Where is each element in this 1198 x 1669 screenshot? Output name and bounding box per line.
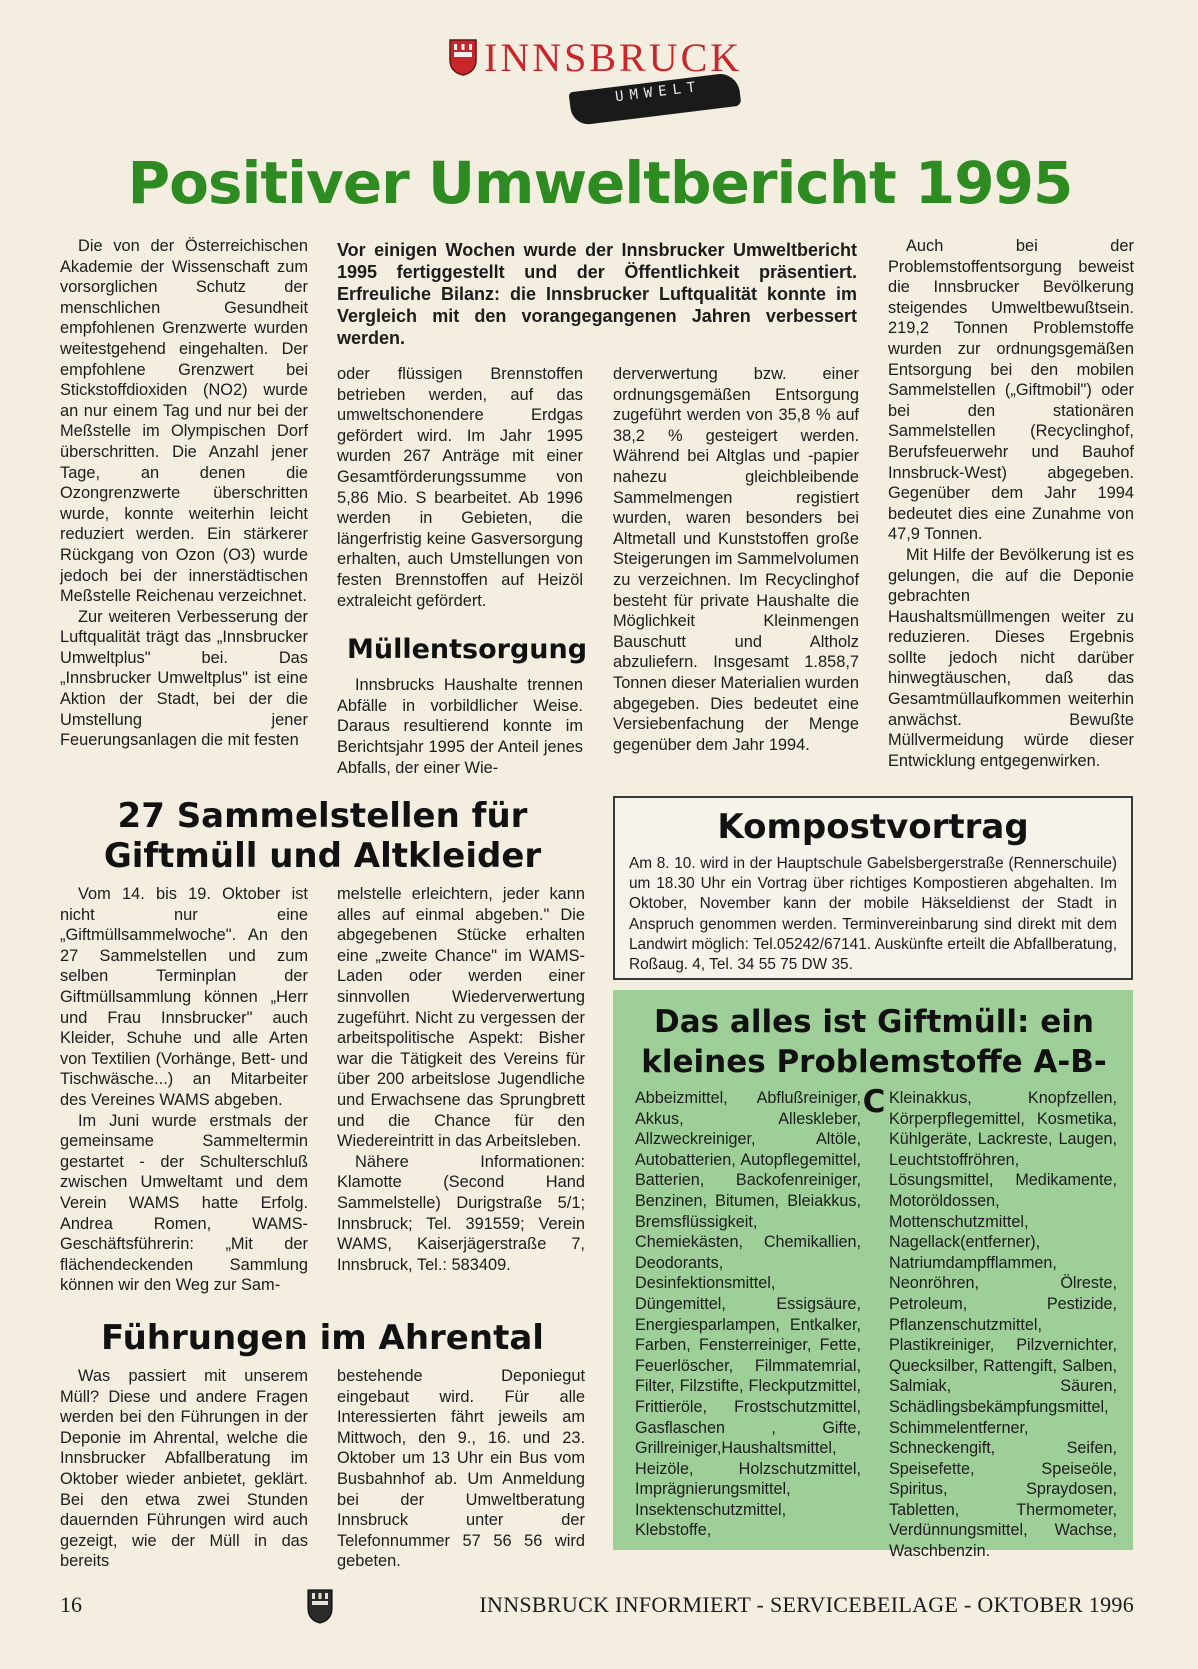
article-column-1 bbox=[60, 236, 308, 751]
paragraph: Was passiert mit unserem Müll? Diese und andere Fragen werden bei den Führungen in der Deponie im Ahrental, welche die Innsbrucker Abfallberatung im Oktober wieder anbietet, geklärt. Bei den etwa zwei Stunden dauernden Führungen wird auch gezeigt, wie der Müll in das bereits bbox=[60, 1367, 308, 1571]
sammelstellen-column-right bbox=[337, 884, 585, 1275]
kompostvortrag-box bbox=[613, 796, 1133, 980]
paragraph: oder flüssigen Brennstoffen betrieben werden, auf das umweltschonendere Erdgas gefördert wird. Im Jahr 1995 wurden 267 Anträge mit einer Gesamtförderungssumme von 5,86 Mio. S bearbeitet. Ab 1996 werden in Gebieten, die längerfristig keine Gasversorgung erhalten, auch Umstellungen von festen Brennstoffen auf Heizöl extraleicht gefördert. bbox=[337, 365, 583, 610]
lead-paragraph: Vor einigen Wochen wurde der Innsbrucker Umweltbericht 1995 fertiggestellt und der Öffentlichkeit präsentiert. Erfreuliche Bilanz: die Innsbrucker Luftqualität konnte im Vergleich mit den vorangegangenen Jahren verbessert werden. bbox=[337, 240, 857, 348]
section-heading-muellentsorgung: Müllentsorgung bbox=[347, 634, 588, 666]
innsbruck-crest-icon bbox=[306, 1588, 334, 1624]
paragraph: Zur weiteren Verbesserung der Luftqualität trägt das „Innsbrucker Umweltplus" bei. Das „Innsbrucker Umweltplus" ist eine Aktion der Stadt, bei der die Umstellung jener Feuerungsanlagen die mit festen bbox=[60, 607, 308, 750]
article-column-4 bbox=[888, 236, 1134, 771]
heading-line: Giftmüll und Altkleider bbox=[103, 836, 542, 876]
paragraph: melstelle erleichtern, jeder kann alles auf einmal abgeben." Die abgegebenen Stücke erhalten eine „zweite Chance" im WAMS-Laden oder werden einer sinnvollen Wiederverwertung zugeführt. Nicht zu vergessen der arbeitspolitische Aspekt: Bisher war die Tätigkeit des Vereins für über 200 arbeitslose Jugendliche und Erwachsene das Sprungbrett und die Chance für den Wiedereintritt in das Arbeitsleben. bbox=[337, 885, 585, 1151]
innsbruck-crest-icon bbox=[448, 38, 478, 76]
page-number: 16 bbox=[60, 1592, 82, 1617]
publication-footer: INNSBRUCK INFORMIERT - SERVICEBEILAGE - OKTOBER 1996 bbox=[479, 1592, 1134, 1617]
sammelstellen-column-left bbox=[60, 884, 308, 1296]
heading-line: Das alles ist Giftmüll: ein bbox=[654, 1004, 1094, 1040]
paragraph: Auch bei der Problemstoffentsorgung beweist die Innsbrucker Bevölkerung steigendes Umweltbewußtsein. 219,2 Tonnen Problemstoffe wurden zur ordnungsgemäßen Entsorgung bei den mobilen Sammelstellen („Giftmobil") oder bei den stationären Sammelstellen (Recyclinghof, Berufsfeuerwehr und Bauhof Innsbruck-West) abgegeben. Gegenüber dem Jahr 1994 bedeutet dies eine Zunahme von 47,9 Tonnen. bbox=[888, 237, 1134, 544]
paragraph: Innsbrucks Haushalte trennen Abfälle in vorbildlicher Weise. Daraus resultierend konnte im Berichtsjahr 1995 der Anteil jenes Abfalls, der einer Wie- bbox=[337, 676, 583, 777]
masthead-ribbon-label: UMWELT bbox=[614, 78, 703, 106]
paragraph: derverwertung bzw. einer ordnungsgemäßen Entsorgung zugeführt werden von 35,8 % auf 38,2 % gesteigert werden. Während bei Altglas und -papier nahezu gleichbleibende Sammelmengen registiert wurden, waren besonders bei Altmetall und Kunststoffen große Steigerungen im Sammelvolumen zu verzeichnen. Im Recyclinghof besteht für private Haushalte die Möglichkeit Kleinmengen Bauschutt und Altholz abzuliefern. Insgesamt 1.858,7 Tonnen dieser Materialien wurden abgegeben. Dies bedeutet eine Versiebenfachung der Menge gegenüber dem Jahr 1994. bbox=[613, 365, 860, 754]
page-title: Positiver Umweltbericht 1995 bbox=[127, 149, 1073, 217]
giftmuell-list-left: Abbeizmittel, Abflußreiniger, Akkus, Alleskleber, Allzweckreiniger, Altöle, Autobatterien, Autopflegemittel, Batterien, Backofenreiniger, Benzinen, Bitumen, Bleiakkus, Bremsflüssigkeit, Chemiekästen, Chemikallien, Deodorants, Desinfektionsmittel, Düngemittel, Essigsäure, Energiesparlampen, Entkalker, Farben, Fensterreiniger, Fette, Feuerlöscher, Filmmatemrial, Filter, Filzstifte, Fleckputzmittel, Frittieröle, Frostschutzmittel, Gasflaschen , Gifte, Grillreiniger,Haushaltsmittel, Heizöle, Holzschutzmittel, Imprägnierungsmittel, Insektenschutzmittel, Klebstoffe, bbox=[635, 1089, 861, 1540]
masthead-title: INNSBRUCK bbox=[484, 35, 743, 80]
fuehrungen-column-left bbox=[60, 1366, 308, 1572]
giftmuell-list-right: Kleinakkus, Knopfzellen, Körperpflegemittel, Kosmetika, Kühlgeräte, Lackreste, Laugen, Leuchtstoffröhren, Lösungsmittel, Medikamente, Motoröldossen, Mottenschutzmittel, Nagellack(entferner), Natriumdampfflammen, Neonröhren, Ölreste, Petroleum, Pestizide, Pflanzenschutzmittel, Plastikreiniger, Pilzvernichter, Quecksilber, Rattengift, Salben, Salmiak, Säuren, Schädlingsbekämpfungsmittel, Schimmelentferner, Schneckengift, Seifen, Speisefette, Speiseöle, Spiritus, Spraydosen, Tabletten, Thermometer, Verdünnungsmittel, Wachse, Waschbenzin. bbox=[889, 1089, 1117, 1561]
section-heading-fuehrungen: Führungen im Ahrental bbox=[101, 1318, 544, 1358]
paragraph: Im Juni wurde erstmals der gemeinsame Sammeltermin gestartet - der Schulterschluß zwischen Umweltamt und dem Verein WAMS hatte Erfolg. Andrea Romen, WAMS-Geschäftsführerin: „Mit der flächendeckenden Sammlung können wir den Weg zur Sam- bbox=[60, 1111, 308, 1295]
article-column-2 bbox=[337, 364, 588, 778]
kompostvortrag-heading: Kompostvortrag bbox=[717, 807, 1029, 847]
paragraph: Mit Hilfe der Bevölkerung ist es gelungen, die auf die Deponie gebrachten Haushaltsmüllmengen weiter zu reduzieren. Dieses Ergebnis sollte jedoch nicht darüber hinwegtäuschen, daß das Gesamtmüllaufkommen weiterhin anwächst. Bewußte Müllvermeidung würde dieser Entwicklung entgegenwirken. bbox=[888, 545, 1134, 770]
giftmuell-abc-box bbox=[613, 990, 1133, 1561]
masthead bbox=[440, 30, 770, 120]
paragraph: Die von der Österreichischen Akademie der Wissenschaft zum vorsorglichen Schutz der menschlichen Gesundheit empfohlenen Grenzwerte wurden weitestgehend eingehalten. Der empfohlene Grenzwert bei Stickstoffdioxiden (NO2) wurde an nur einem Tag und nur bei der Meßstelle im Olympischen Dorf überschritten. Die Anzahl jener Tage, an denen die Ozongrenzwerte überschritten wurde, konnte weiterhin leicht reduziert werden. Ein stärkerer Rückgang von Ozon (O3) wurde jedoch bei der innerstädtischen Meßstelle Reichenau verzeichnet. bbox=[60, 237, 308, 606]
paragraph: bestehende Deponiegut eingebaut wird. Für alle Interessierten fährt jeweils am Mittwoch, den 9., 16. und 23. Oktober um 13 Uhr ein Bus vom Busbahnhof ab. Um Anmeldung bei der Umweltberatung Innsbruck unter der Telefonnummer 57 56 56 wird gebeten. bbox=[337, 1367, 585, 1571]
fuehrungen-column-right bbox=[337, 1366, 585, 1572]
section-heading-sammelstellen bbox=[60, 796, 585, 876]
kompostvortrag-text: Am 8. 10. wird in der Hauptschule Gabelsbergerstraße (Rennerschuile) um 18.30 Uhr ein Vortrag über richtiges Kompostieren abgehalten. Im Oktober, November kann der mobile Häkseldienst der Stadt in Anspruch genommen werden. Terminvereinbarung sind direkt mit dem Landwirt möglich: Tel.05242/67141. Auskünfte erteilt die Abfallberatung, Roßaug. 4, Tel. 34 55 75 DW 35. bbox=[629, 855, 1117, 974]
article-column-3 bbox=[613, 364, 859, 755]
paragraph: Nähere Informationen: Klamotte (Second Hand Sammelstelle) Durigstraße 5/1; Innsbruck; Tel. 391559; Verein WAMS, Kaiserjägerstraße 7, Innsbruck, Tel.: 583409. bbox=[337, 1152, 585, 1274]
paragraph: Vom 14. bis 19. Oktober ist nicht nur eine „Giftmüllsammelwoche". An den 27 Sammelstellen und zum selben Terminplan der Giftmüllsammlung können „Herr und Frau Innsbrucker" auch Kleider, Schuhe und alle Arten von Textilien (Vorhänge, Bett- und Tischwäsche...) an Mitarbeiter des Vereines WAMS abgeben. bbox=[60, 885, 308, 1109]
heading-line: 27 Sammelstellen für bbox=[117, 796, 528, 836]
heading-line: kleines Problemstoffe A-B-C bbox=[641, 1044, 1107, 1120]
